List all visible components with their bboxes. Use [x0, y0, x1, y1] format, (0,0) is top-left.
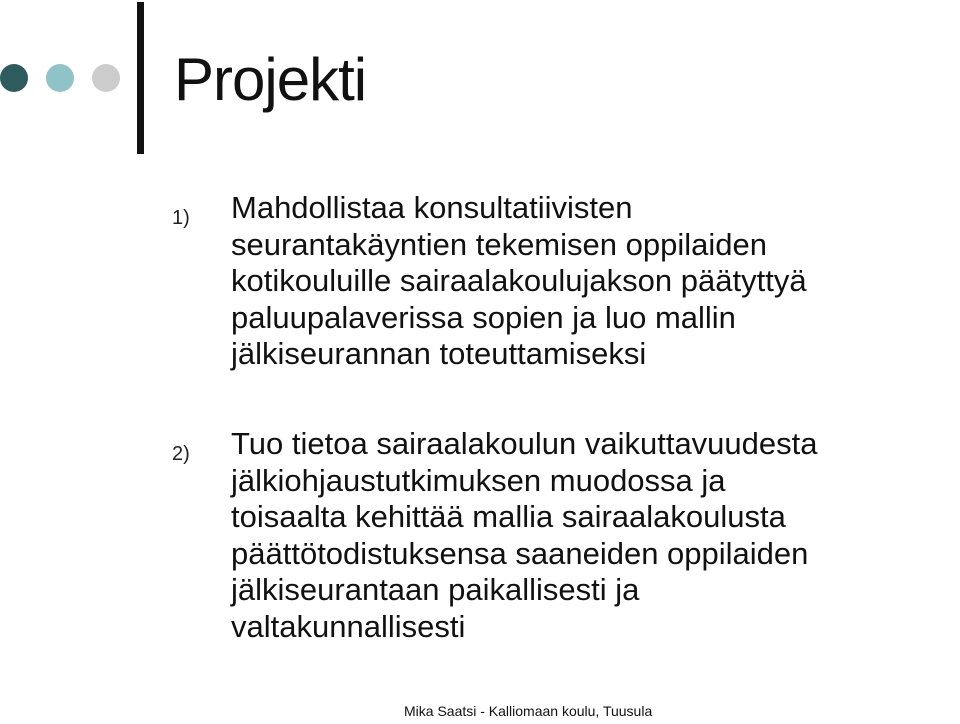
gray-dot-icon: [92, 64, 120, 92]
title-divider-bar: [137, 2, 144, 154]
list-item-number: 1): [172, 207, 190, 229]
list-item-text: Tuo tietoa sairaalakoulun vaikuttavuudesta jälkiohjaustutkimuksen muodossa ja toisaalta kehittää mallia sairaalakoulusta päättötodistuksensa saaneiden oppilaiden jälkiseurantaan paikallisesti ja valtakunnallisesti: [231, 426, 818, 644]
slide-footer: Mika Saatsi - Kalliomaan koulu, Tuusula: [404, 703, 653, 719]
slide-title: Projekti: [174, 46, 367, 113]
list-item-number: 2): [172, 443, 190, 465]
light-teal-dot-icon: [46, 64, 74, 92]
list-item-text: Mahdollistaa konsultatiivisten seurantakäyntien tekemisen oppilaiden kotikouluille sairaalakoulujakson päätyttyä paluupalaverissa sopien ja luo mallin jälkiseurannan toteuttamiseksi: [231, 190, 807, 371]
dark-teal-dot-icon: [0, 64, 28, 92]
